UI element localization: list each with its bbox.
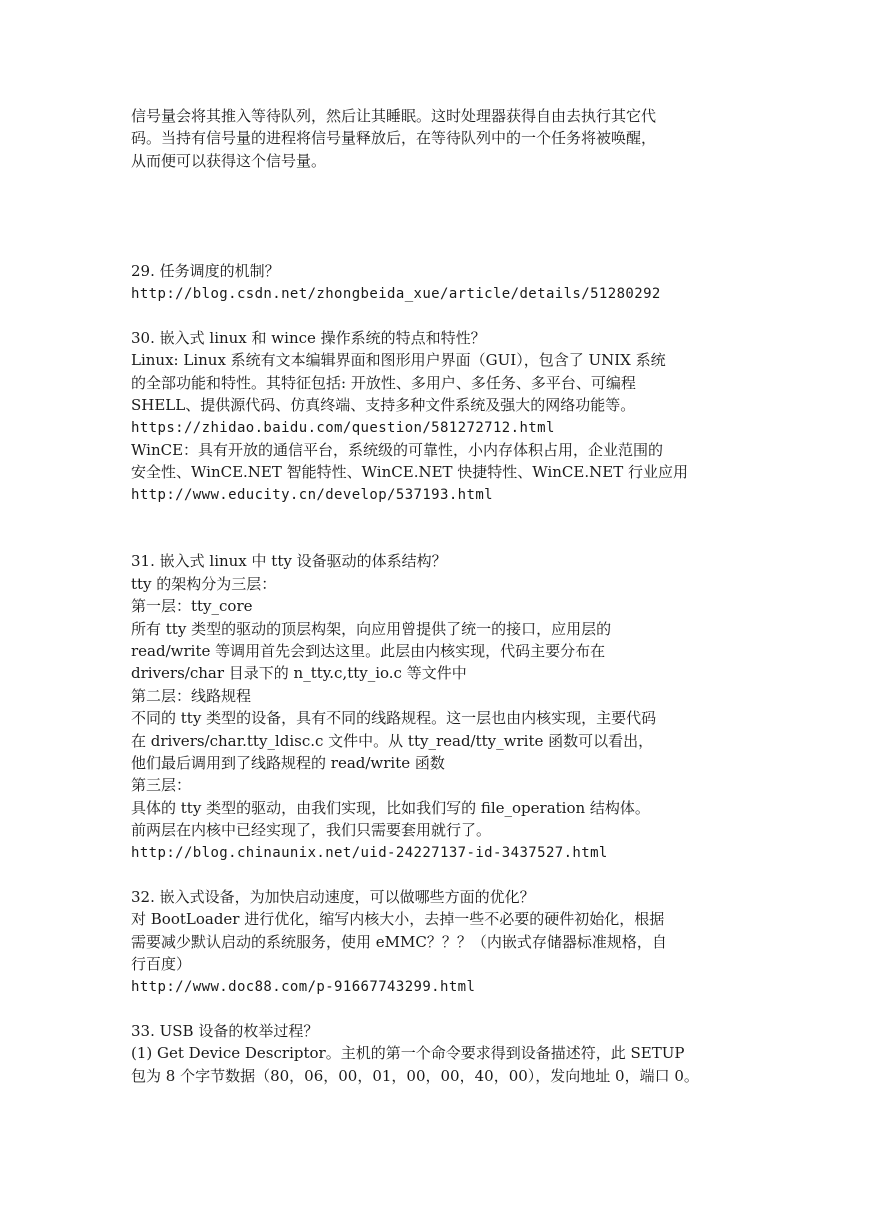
question-31-title: 31. 嵌入式 linux 中 tty 设备驱动的体系结构？ <box>131 552 447 571</box>
question-31-line-1: tty 的架构分为三层： <box>131 574 277 593</box>
question-31-line-3: 所有 tty 类型的驱动的顶层构架，向应用曾提供了统一的接口，应用层的 <box>131 619 612 638</box>
question-32 <box>131 886 743 998</box>
question-29-title: 29. 任务调度的机制？ <box>131 262 280 281</box>
question-32-link[interactable]: http://www.doc88.com/p-91667743299.html <box>131 978 476 995</box>
question-31-line-8: 在 drivers/char.tty_ldisc.c 文件中。从 tty_read/tty_write 函数可以看出， <box>131 731 654 750</box>
question-31-line-12: 前两层在内核中已经实现了，我们只需要套用就行了。 <box>131 821 492 840</box>
intro-paragraph <box>131 105 743 172</box>
question-32-line-3: 行百度） <box>131 955 192 974</box>
question-30-link-1[interactable]: https://zhidao.baidu.com/question/581272712.html <box>131 419 555 436</box>
document-body <box>131 105 743 1087</box>
question-33-line-1: (1) Get Device Descriptor。主机的第一个命令要求得到设备描述符，此 SETUP <box>131 1044 685 1063</box>
question-31-line-10: 第三层： <box>131 776 192 795</box>
question-31-line-5: drivers/char 目录下的 n_tty.c,tty_io.c 等文件中 <box>131 664 467 683</box>
question-30 <box>131 327 743 506</box>
intro-line-2: 码。当持有信号量的进程将信号量释放后，在等待队列中的一个任务将被唤醒， <box>131 129 657 148</box>
question-30-line-2: 的全部功能和特性。其特征包括: 开放性、多用户、多任务、多平台、可编程 <box>131 373 636 392</box>
question-33-title: 33. USB 设备的枚举过程？ <box>131 1022 319 1040</box>
intro-line-1: 信号量会将其推入等待队列，然后让其睡眠。这时处理器获得自由去执行其它代 <box>131 107 657 125</box>
question-29 <box>131 260 743 305</box>
question-30-line-3: SHELL、提供源代码、仿真终端、支持多种文件系统及强大的网络功能等。 <box>131 396 636 415</box>
question-31-link[interactable]: http://blog.chinaunix.net/uid-24227137-id-3437527.html <box>131 844 608 861</box>
question-30-line-5: 安全性、WinCE.NET 智能特性、WinCE.NET 快捷特性、WinCE.NET 行业应用 <box>131 463 688 482</box>
question-30-line-1: Linux: Linux 系统有文本编辑界面和图形用户界面（GUI），包含了 UNIX 系统 <box>131 351 666 370</box>
question-29-link[interactable]: http://blog.csdn.net/zhongbeida_xue/article/details/51280292 <box>131 285 661 302</box>
question-31-line-4: read/write 等调用首先会到达这里。此层由内核实现，代码主要分布在 <box>131 641 606 660</box>
question-31 <box>131 550 743 864</box>
question-31-line-11: 具体的 tty 类型的驱动，由我们实现，比如我们写的 file_operation 结构体。 <box>131 798 650 817</box>
question-30-link-2[interactable]: http://www.educity.cn/develop/537193.html <box>131 486 493 503</box>
question-31-line-2: 第一层：tty_core <box>131 597 253 616</box>
question-31-line-9: 他们最后调用到了线路规程的 read/write 函数 <box>131 753 445 772</box>
question-32-line-1: 对 BootLoader 进行优化，缩写内核大小，去掉一些不必要的硬件初始化，根据 <box>131 910 665 929</box>
question-31-line-6: 第二层：线路规程 <box>131 686 252 705</box>
question-30-line-4: WinCE：具有开放的通信平台，系统级的可靠性，小内存体积占用，企业范围的 <box>131 441 664 460</box>
intro-line-3: 从而便可以获得这个信号量。 <box>131 151 327 170</box>
question-31-line-7: 不同的 tty 类型的设备，具有不同的线路规程。这一层也由内核实现，主要代码 <box>131 709 657 728</box>
question-32-line-2: 需要减少默认启动的系统服务，使用 eMMC？？？（内嵌式存储器标准规格，自 <box>131 932 667 951</box>
question-32-title: 32. 嵌入式设备，为加快启动速度，可以做哪些方面的优化？ <box>131 887 535 906</box>
question-33-line-2: 包为 8 个字节数据（80，06，00，01，00，00，40，00），发向地址 0，端口 0。 <box>131 1066 699 1085</box>
question-33 <box>131 1020 743 1087</box>
question-30-title: 30. 嵌入式 linux 和 wince 操作系统的特点和特性？ <box>131 329 486 348</box>
